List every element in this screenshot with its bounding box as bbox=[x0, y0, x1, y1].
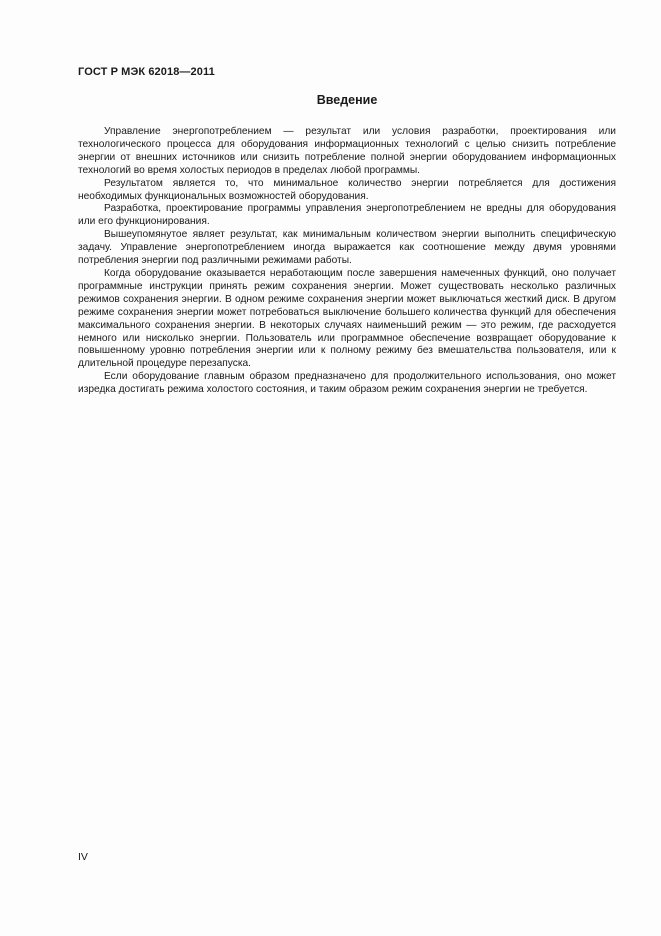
paragraph: Разработка, проектирование программы управления энергопотреблением не вредны для оборудования или его функционирования. bbox=[78, 203, 616, 228]
paragraph: Если оборудование главным образом предназначено для продолжительного использования, оно может изредка достигать режима холостого состояния, и таким образом режим сохранения энергии не требуется. bbox=[78, 371, 616, 396]
paragraph: Результатом является то, что минимальное количество энергии потребляется для достижения необходимых функциональных возможностей оборудования. bbox=[78, 177, 616, 202]
paragraph: Вышеупомянутое являет результат, как минимальным количеством энергии выполнить специфическую задачу. Управление энергопотреблением иногда выражается как соотношение между двумя уровнями потребления энергии под различными режимами работы. bbox=[78, 229, 616, 267]
document-header: ГОСТ Р МЭК 62018—2011 bbox=[78, 66, 215, 78]
page-number: IV bbox=[78, 851, 88, 863]
paragraph: Управление энергопотреблением — результат или условия разработки, проектирования или технологического процесса для оборудования информационных технологий с целью снизить потребление энергии от внешних источников или снизить потребление полной энергии оборудованием информационных технологий во время холостых периодов в пределах любой программы. bbox=[78, 126, 616, 176]
section-title: Введение bbox=[316, 93, 378, 107]
body-text bbox=[78, 126, 616, 397]
paragraph: Когда оборудование оказывается неработающим после завершения намеченных функций, оно получает программные инструкции принять режим сохранения энергии. Может существовать несколько различных режимов сохранения энергии. В одном режиме сохранения энергии может выключаться жесткий диск. В другом режиме сохранения энергии может потребоваться выключение большего количества функций для обеспечения максимального сохранения энергии. В некоторых случаях наименьший режим — это режим, где расходуется немного или нисколько энергии. Пользователь или программное обеспечение возвращает оборудование к повышенному уровню потребления энергии или к полному режиму без вмешательства пользователя, или к длительной процедуре перезапуска. bbox=[78, 267, 616, 370]
